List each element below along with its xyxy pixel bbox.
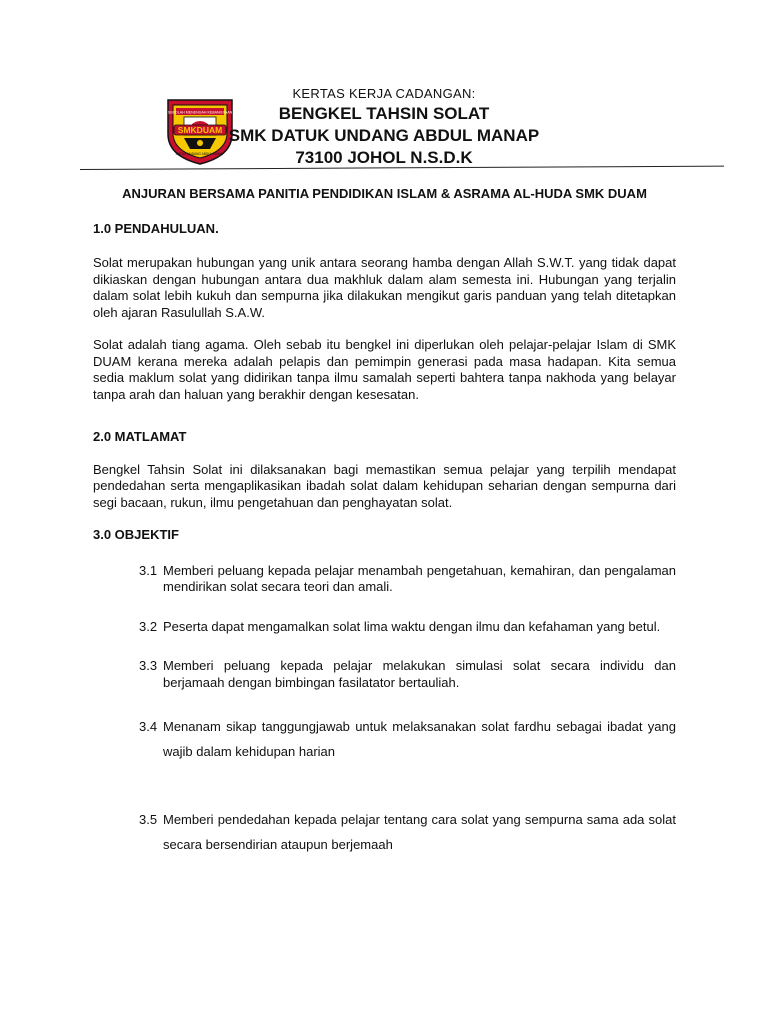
objective-number: 3.5 [139, 812, 158, 827]
objective-text: Memberi pendedahan kepada pelajar tentang cara solat yang sempurna sama ada solat secara bersendirian ataupun berjemaah [163, 812, 676, 852]
objective-item [93, 807, 676, 857]
objective-item [93, 658, 676, 691]
document-title: BENGKEL TAHSIN SOLAT [278, 104, 490, 123]
pendahuluan-paragraph-2: Solat adalah tiang agama. Oleh sebab itu bengkel ini diperlukan oleh pelajar-pelajar Islam di SMK DUAM kerana mereka adalah pelapis dan pemimpin generasi pada masa hadapan. Kita semua sedia maklum solat yang didirikan tanpa ilmu samalah seperti bahtera tanpa nakhoda yang belayar tanpa arah dan haluan yang berakhir dengan kesesatan. [93, 337, 676, 402]
document-subtitle: KERTAS KERJA CADANGAN: [292, 86, 476, 101]
objective-text: Memberi peluang kepada pelajar melakukan simulasi solat secara individu dan berjamaah dengan bimbingan fasilatator bertauliah. [163, 658, 676, 690]
objective-item [93, 563, 676, 596]
objective-text: Menanam sikap tanggungjawab untuk melaksanakan solat fardhu sebagai ibadat yang wajib dalam kehidupan harian [163, 719, 676, 759]
logo-bottom-text: DATUK UNDANG ABDUL MANAP [175, 152, 225, 156]
section-heading-pendahuluan: 1.0 PENDAHULUAN. [93, 220, 219, 236]
pendahuluan-paragraph-1: Solat merupakan hubungan yang unik antara seorang hamba dengan Allah S.W.T. yang tidak dapat dikiaskan dengan hubungan antara dua makhluk dalam alam semesta ini. Hubungan yang terjalin dalam solat lebih kukuh dan sempurna jika dilakukan mengikut garis panduan yang telah ditetapkan oleh ajaran Rasulullah S.A.W. [93, 255, 676, 320]
matlamat-paragraph: Bengkel Tahsin Solat ini dilaksanakan bagi memastikan semua pelajar yang terpilih mendapat pendedahan serta mengaplikasikan ibadah solat dalam kehidupan seharian dengan sempurna dari segi bacaan, rukun, ilmu pengetahuan dan penghayatan solat. [93, 461, 676, 510]
objective-number: 3.4 [139, 719, 158, 734]
school-address: 73100 JOHOL N.S.D.K [295, 148, 473, 167]
objective-text: Peserta dapat mengamalkan solat lima waktu dengan ilmu dan kefahaman yang betul. [163, 618, 661, 634]
logo-top-text: SEKOLAH MENENGAH KEBANGSAAN [167, 110, 233, 115]
objective-number: 3.1 [139, 562, 158, 578]
section-heading-objektif: 3.0 OBJEKTIF [93, 527, 179, 542]
organizer-line: ANJURAN BERSAMA PANITIA PENDIDIKAN ISLAM & ASRAMA AL-HUDA SMK DUAM [122, 186, 647, 201]
logo-main-text: SMKDUAM [177, 125, 223, 135]
objective-number: 3.2 [139, 618, 158, 634]
objective-text: Memberi peluang kepada pelajar menambah pengetahuan, kemahiran, dan pengalaman mendirikan solat secara teori dan amali. [163, 562, 676, 594]
school-name: SMK DATUK UNDANG ABDUL MANAP [228, 126, 540, 145]
document-body [93, 186, 676, 857]
objective-item [93, 714, 676, 764]
document-header [0, 84, 768, 174]
section-heading-matlamat: 2.0 MATLAMAT [93, 429, 187, 444]
objective-number: 3.3 [139, 658, 158, 673]
objective-item [93, 619, 676, 636]
